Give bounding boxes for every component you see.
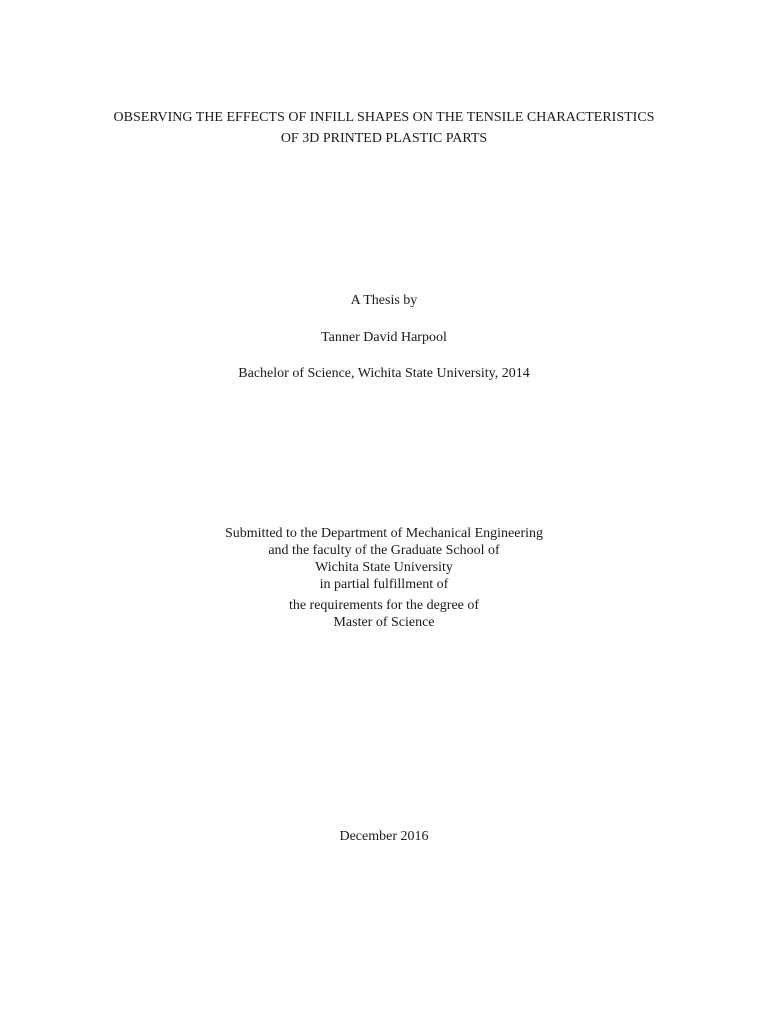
submission-line-1: Submitted to the Department of Mechanical Engineering [224, 526, 543, 541]
submission-line-5: the requirements for the degree of [288, 598, 480, 613]
degree-name: Master of Science [333, 615, 435, 630]
submission-line-4: in partial fulfillment of [319, 577, 449, 592]
submission-line-2: and the faculty of the Graduate School of [268, 543, 500, 558]
thesis-title-line-2: OF 3D PRINTED PLASTIC PARTS [280, 131, 488, 146]
prior-degree: Bachelor of Science, Wichita State University, 2014 [238, 366, 530, 381]
submission-date: December 2016 [339, 829, 429, 844]
thesis-title-line-1: OBSERVING THE EFFECTS OF INFILL SHAPES ON THE TENSILE CHARACTERISTICS [113, 110, 655, 125]
author-name: Tanner David Harpool [321, 330, 447, 345]
thesis-by-label: A Thesis by [350, 293, 418, 308]
submission-line-3: Wichita State University [315, 560, 453, 575]
